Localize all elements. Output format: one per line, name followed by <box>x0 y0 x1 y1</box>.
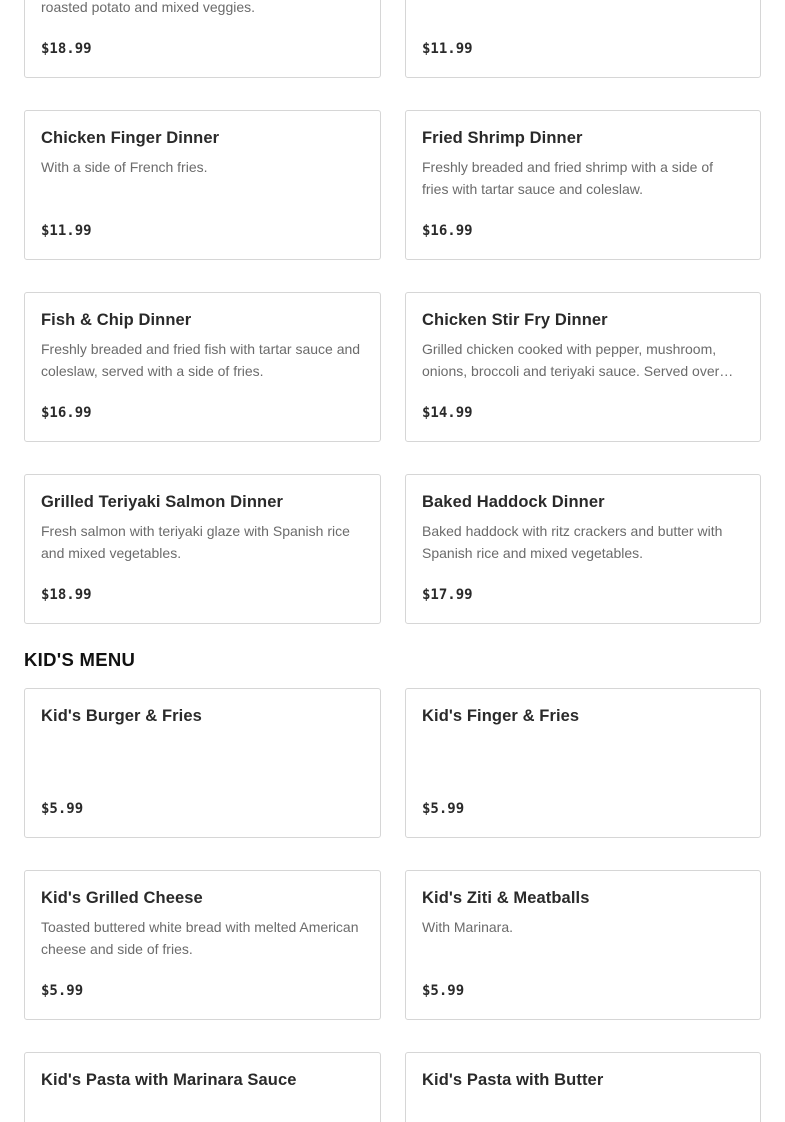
item-name: Grilled Teriyaki Salmon Dinner <box>41 493 284 511</box>
menu-item-card[interactable] <box>405 474 761 624</box>
item-price: $5.99 <box>41 983 84 999</box>
item-name: Kid's Finger & Fries <box>422 707 580 725</box>
item-price: $17.99 <box>422 587 473 603</box>
menu-item-card[interactable] <box>405 1052 761 1122</box>
item-price: $18.99 <box>41 587 92 603</box>
item-description: Freshly breaded and fried shrimp with a side of fries with tartar sauce and coleslaw. <box>422 159 714 197</box>
menu-item-card[interactable] <box>24 870 381 1020</box>
menu-item-card[interactable] <box>405 688 761 838</box>
item-name: Chicken Finger Dinner <box>41 129 220 147</box>
item-name: Baked Haddock Dinner <box>422 493 605 511</box>
item-description: Toasted buttered white bread with melted American cheese and side of fries. <box>41 919 359 957</box>
item-name: Kid's Pasta with Butter <box>422 1071 604 1089</box>
menu-item-card[interactable] <box>24 688 381 838</box>
menu-item-card[interactable] <box>405 292 761 442</box>
item-description: roasted potato and mixed veggies. <box>41 0 256 15</box>
item-price: $11.99 <box>41 223 92 239</box>
item-description: With Marinara. <box>422 919 514 935</box>
item-name: Chicken Stir Fry Dinner <box>422 311 608 329</box>
item-description: With a side of French fries. <box>41 159 208 175</box>
item-description: Freshly breaded and fried fish with tartar sauce and coleslaw, served with a side of fries. <box>41 341 361 379</box>
item-price: $5.99 <box>41 801 84 817</box>
item-name: Kid's Pasta with Marinara Sauce <box>41 1071 297 1089</box>
item-name: Fried Shrimp Dinner <box>422 129 583 147</box>
item-name: Kid's Ziti & Meatballs <box>422 889 590 907</box>
item-description: Baked haddock with ritz crackers and butter with Spanish rice and mixed vegetables. <box>422 523 723 561</box>
menu-item-card[interactable] <box>405 0 761 78</box>
item-description: Grilled chicken cooked with pepper, mushroom, onions, broccoli and teriyaki sauce. Served over… <box>422 341 734 379</box>
menu-item-card[interactable] <box>24 1052 381 1122</box>
menu-item-card[interactable] <box>24 292 381 442</box>
item-price: $5.99 <box>422 983 465 999</box>
menu-item-card[interactable] <box>24 110 381 260</box>
item-description: Fresh salmon with teriyaki glaze with Spanish rice and mixed vegetables. <box>41 523 350 561</box>
item-price: $16.99 <box>422 223 473 239</box>
item-name: Fish & Chip Dinner <box>41 311 192 329</box>
menu-item-card[interactable] <box>24 474 381 624</box>
item-price: $16.99 <box>41 405 92 421</box>
item-price: $14.99 <box>422 405 473 421</box>
menu-item-card[interactable] <box>24 0 381 78</box>
menu-item-card[interactable] <box>405 870 761 1020</box>
section-title: KID'S MENU <box>24 649 136 670</box>
item-price: $18.99 <box>41 41 92 57</box>
menu-item-card[interactable] <box>405 110 761 260</box>
item-price: $5.99 <box>422 801 465 817</box>
item-name: Kid's Grilled Cheese <box>41 889 203 907</box>
item-name: Kid's Burger & Fries <box>41 707 202 725</box>
item-price: $11.99 <box>422 41 473 57</box>
